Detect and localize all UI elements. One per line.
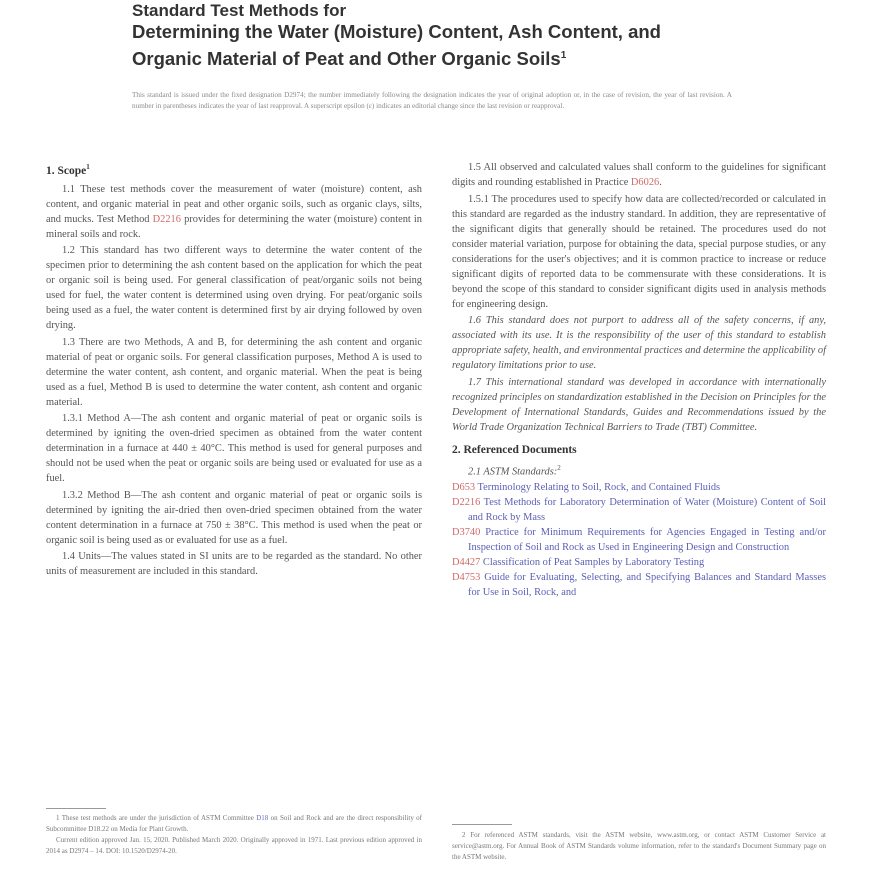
link-d6026[interactable]: D6026: [630, 177, 660, 188]
document-title-prefix: Standard Test Methods for: [132, 1, 347, 20]
section-1-footnote-mark: 1: [86, 163, 90, 171]
reference-item[interactable]: [452, 495, 826, 525]
reference-title[interactable]: Guide for Evaluating, Selecting, and Specifying Balances and Standard Masses for Use in Soil, Rock, and: [468, 572, 826, 599]
footnote-1-para: [46, 813, 422, 835]
link-d18[interactable]: D18: [256, 814, 269, 822]
footnote-1-edition: Current edition approved Jan. 15, 2020. Published March 2020. Originally approved in 1971. Last previous edition approved in 2014 as D2974 – 14. DOI: 10.1520/D2974-20.: [46, 836, 422, 855]
title-line-3: [132, 44, 772, 71]
issuance-note: This standard is issued under the fixed designation D2974; the number immediately following the designation indicates the year of original adoption or, in the case of revision, the year of last revision. A number in parentheses indicates the year of last reapproval. A superscript epsilon (ε) indicates an editorial change since the last revision or reapproval.: [132, 91, 732, 110]
paragraph-1-4: 1.4 Units—The values stated in SI units are to be regarded as the standard. No other units of measurement are included in this standard.: [46, 551, 422, 578]
footnote-1: [46, 813, 422, 857]
document-title: [132, 20, 772, 71]
reference-code[interactable]: D3740: [452, 527, 481, 539]
paragraph-1-2: 1.2 This standard has two different ways to determine the water content of the specimen prior to determining the ash content based on the application for which the peat or organic soil is being used. For general classification of peat/organic soils not being used for fuel, the water content is determined using oven drying. For peat/organic soils being used as a fuel, the water content is determined first by air drying followed by oven drying.: [46, 245, 422, 332]
paragraph-1-1-text-b: provides for determining the water (moisture) content in mineral soils and rock.: [46, 213, 423, 240]
reference-item[interactable]: [452, 555, 826, 570]
footnote-1-text-b: on Soil and Rock and are the direct responsibility of Subcommittee D18.22 on Media for Plant Growth.: [46, 814, 423, 833]
paragraph-1-3-1: 1.3.1 Method A—The ash content and organic material of peat or organic soils is determined by igniting the oven-dried specimen as obtained from the water content determination in a furnace at 440 ± 40°C. This method is used for general purposes and should not be used when the peat or organic soils are being used or evaluated for use as a fuel.: [46, 413, 422, 485]
reference-code[interactable]: D4753: [452, 572, 481, 584]
paragraph-2-1-text: 2.1 ASTM Standards:: [468, 465, 558, 477]
paragraph-2-1-footnote-mark: 2: [557, 463, 561, 472]
footnote-2-para: 2 For referenced ASTM standards, visit the ASTM website, www.astm.org, or contact ASTM Customer Service at service@astm.org. For Annual Book of ASTM Standards volume information, refer to the standard's Document Summary page on the ASTM website.: [452, 831, 826, 861]
paragraph-1-5-1: 1.5.1 The procedures used to specify how data are collected/recorded or calculated in this standard are regarded as the industry standard. In addition, they are representative of the significant digits that generally should be retained. The procedures used do not consider material variation, purpose for obtaining the data, special purpose studies, or any considerations for the user's objectives; and it is common practice to increase or reduce significant digits of reported data to be commensurate with these considerations. It is beyond the scope of this standard to consider significant digits used in analysis methods for engineering design.: [452, 193, 826, 310]
footnote-divider-left: [46, 808, 106, 809]
paragraph-1-1: [46, 182, 422, 242]
paragraph-2-1: [452, 461, 826, 479]
link-d2216[interactable]: D2216: [152, 213, 181, 225]
section-1-heading: [46, 160, 422, 179]
reference-code[interactable]: D4427: [452, 557, 481, 569]
section-2-heading: 2. Referenced Documents: [452, 443, 577, 456]
reference-item[interactable]: [452, 480, 826, 495]
title-footnote-mark: 1: [560, 50, 567, 61]
footnote-divider-right: [452, 824, 512, 825]
title-line-3-text: Organic Material of Peat and Other Organic Soils: [132, 48, 561, 70]
footnote-1-text-a: 1 These test methods are under the jurisdiction of ASTM Committee: [56, 814, 257, 822]
reference-code[interactable]: D2216: [452, 497, 481, 509]
section-1-heading-text: 1. Scope: [46, 164, 87, 177]
reference-code[interactable]: D653: [452, 482, 476, 494]
reference-title[interactable]: Practice for Minimum Requirements for Agencies Engaged in Testing and/or Inspection of Soil and Rock as Used in Engineering Design and Construction: [468, 527, 826, 554]
left-column: [46, 160, 422, 581]
paragraph-1-5: 1.5 All observed and calculated values shall conform to the guidelines for significant digits and rounding established in Practice D6026.: [452, 162, 826, 188]
paragraph-1-1-text-a: 1.1 These test methods cover the measurement of water (moisture) content, ash content, and organic material in peat and other organic soils, such as organic clays, silts, and mucks. Test Method: [46, 183, 422, 225]
footnote-2: [452, 830, 826, 863]
paragraph-1-3: 1.3 There are two Methods, A and B, for determining the ash content and organic material of peat or organic soils. For general classification purposes, Method A is used to determine the water content, ash content, and organic material. When the peat is being used as a fuel, Method B is used to determine the water content, ash content and organic material.: [46, 336, 422, 408]
paragraph-1-3-2: 1.3.2 Method B—The ash content and organic material of peat or organic soils is determined by igniting the air-dried then oven-dried specimen obtained from the water content determination in a furnace at 750 ± 38°C. This method is used when the peat or organic soil is being used as or evaluated for use as a fuel.: [46, 489, 422, 546]
reference-title[interactable]: Terminology Relating to Soil, Rock, and Contained Fluids: [477, 482, 721, 494]
reference-item[interactable]: [452, 570, 826, 600]
paragraph-1-6: 1.6 This standard does not purport to address all of the safety concerns, if any, associated with its use. It is the responsibility of the user of this standard to establish appropriate safety, health, and environmental practices and determine the applicability of regulatory limitations prior to use.: [452, 315, 826, 371]
reference-item[interactable]: [452, 525, 826, 555]
right-column: [452, 160, 826, 600]
reference-title[interactable]: Classification of Peat Samples by Laboratory Testing: [482, 557, 705, 569]
paragraph-1-5-text: 1.5 All observed and calculated values shall conform to the guidelines for significant digits and rounding established in Practice: [452, 162, 826, 188]
reference-title[interactable]: Test Methods for Laboratory Determination of Water (Moisture) Content of Soil and Rock by Mass: [468, 497, 826, 524]
title-line-2: Determining the Water (Moisture) Content, Ash Content, and: [132, 21, 661, 42]
paragraph-1-7: 1.7 This international standard was developed in accordance with internationally recognized principles on standardization established in the Decision on Principles for the Development of International Standards, Guides and Recommendations issued by the World Trade Organization Technical Barriers to Trade (TBT) Committee.: [452, 376, 826, 433]
